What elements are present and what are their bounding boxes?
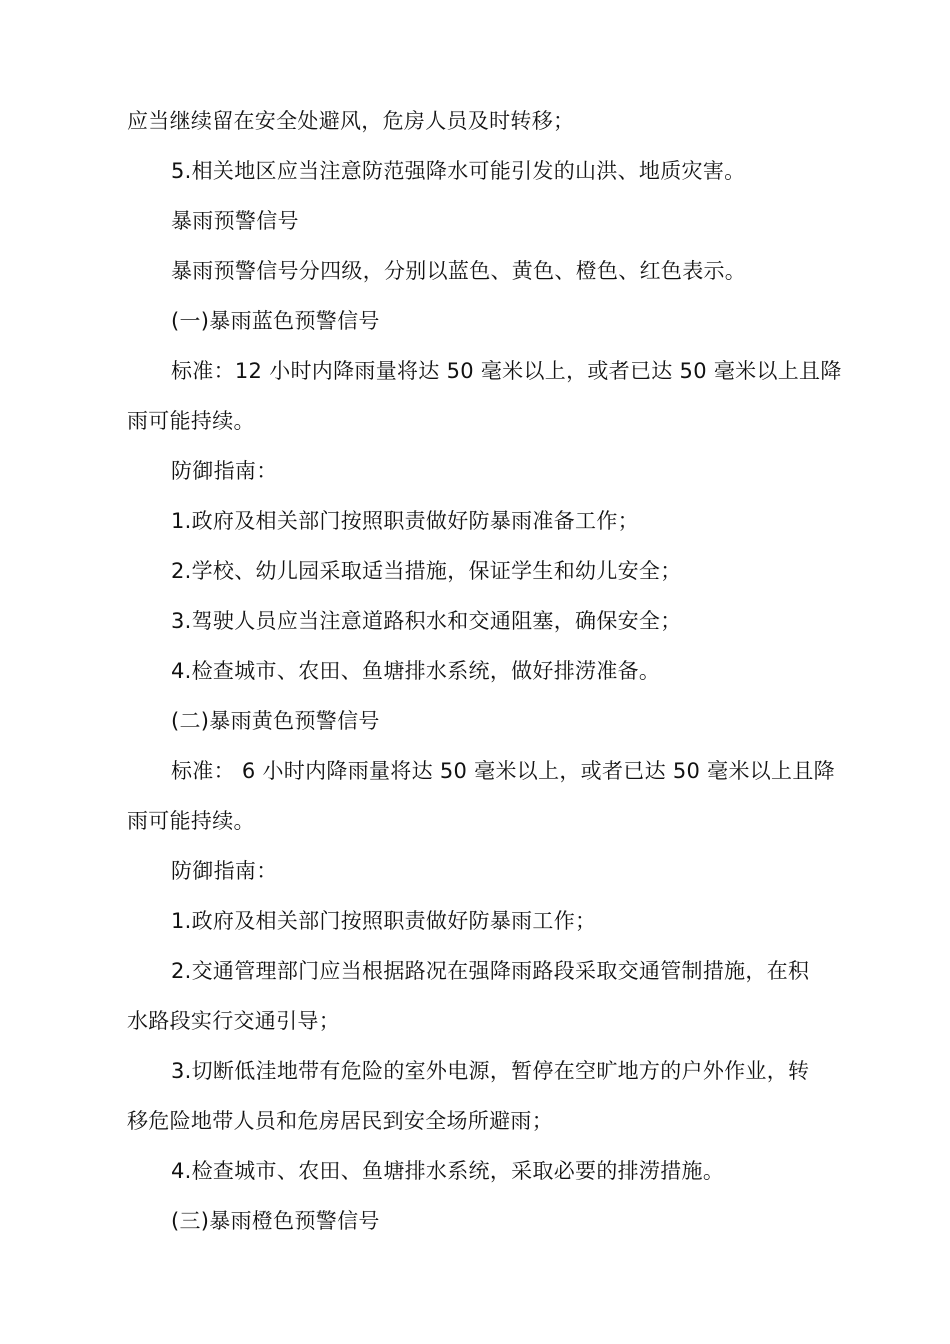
subsection-heading: (三)暴雨橙色预警信号 [171, 1209, 380, 1233]
list-item: 3.切断低洼地带有危险的室外电源，暂停在空旷地方的户外作业，转 [171, 1059, 810, 1083]
guide-heading: 防御指南： [171, 459, 278, 483]
text-line: 雨可能持续。 [127, 409, 255, 433]
list-item-continuation: 移危险地带人员和危房居民到安全场所避雨； [127, 1109, 553, 1133]
text-line: 雨可能持续。 [127, 809, 255, 833]
list-item: 1.政府及相关部门按照职责做好防暴雨准备工作； [171, 509, 639, 533]
list-item: 1.政府及相关部门按照职责做好防暴雨工作； [171, 909, 597, 933]
text-line: 标准： 6 小时内降雨量将达 50 毫米以上，或者已达 50 毫米以上且降 [171, 759, 835, 783]
list-item: 4.检查城市、农田、鱼塘排水系统，做好排涝准备。 [171, 659, 661, 683]
document-body [127, 96, 851, 1246]
subsection-heading: (二)暴雨黄色预警信号 [171, 709, 380, 733]
list-item-continuation: 水路段实行交通引导； [127, 1009, 340, 1033]
list-item: 2.学校、幼儿园采取适当措施，保证学生和幼儿安全； [171, 559, 682, 583]
section-heading: 暴雨预警信号 [171, 209, 299, 233]
guide-heading: 防御指南： [171, 859, 278, 883]
text-line: 应当继续留在安全处避风，危房人员及时转移； [127, 109, 575, 133]
subsection-heading: (一)暴雨蓝色预警信号 [171, 309, 380, 333]
text-line: 5.相关地区应当注意防范强降水可能引发的山洪、地质灾害。 [171, 159, 746, 183]
text-line: 标准：12 小时内降雨量将达 50 毫米以上，或者已达 50 毫米以上且降 [171, 359, 842, 383]
list-item: 4.检查城市、农田、鱼塘排水系统，采取必要的排涝措施。 [171, 1159, 725, 1183]
list-item: 3.驾驶人员应当注意道路积水和交通阻塞，确保安全； [171, 609, 682, 633]
list-item: 2.交通管理部门应当根据路况在强降雨路段采取交通管制措施，在积 [171, 959, 810, 983]
text-line: 暴雨预警信号分四级，分别以蓝色、黄色、橙色、红色表示。 [171, 259, 747, 283]
